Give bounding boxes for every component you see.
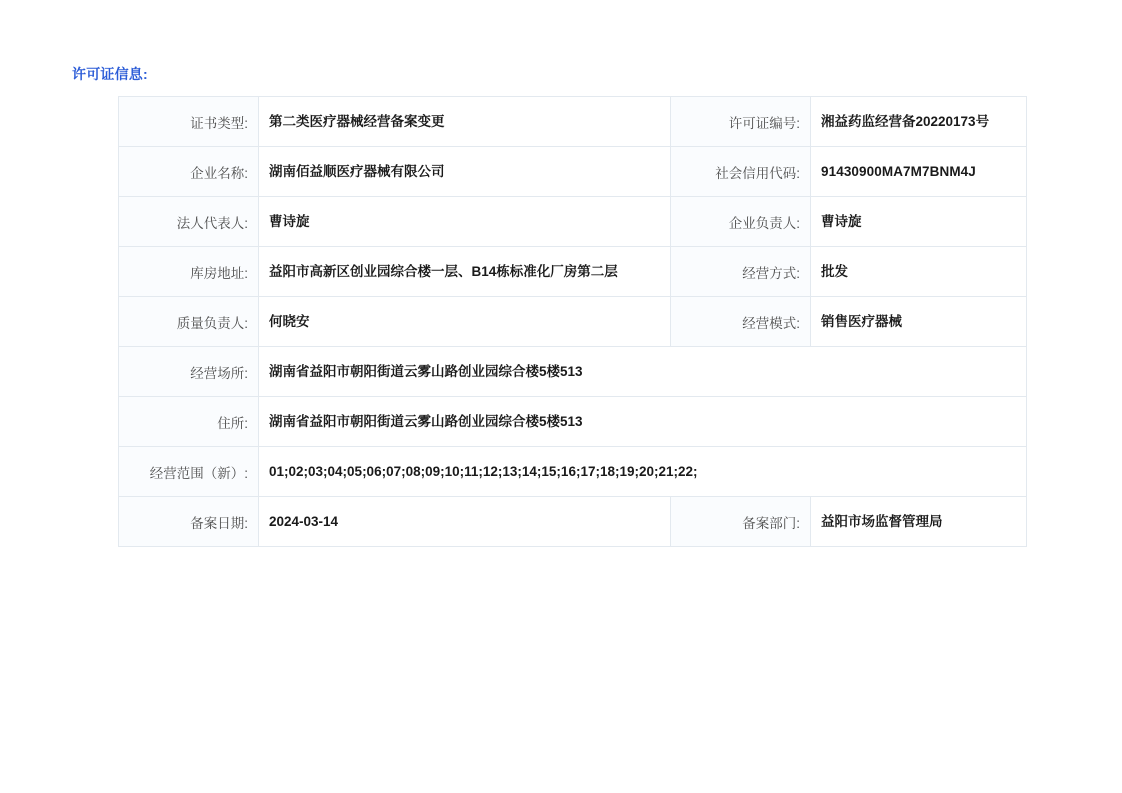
row-label-business-scope: 经营范围（新）: [119,447,259,497]
row-value-warehouse-address: 益阳市高新区创业园综合楼一层、B14栋标准化厂房第二层 [259,247,671,297]
table-row [119,397,1027,447]
row-value-quality-head: 何晓安 [259,297,671,347]
table-row [119,297,1027,347]
license-info-table [118,96,1027,547]
row-value-company-name: 湖南佰益顺医疗器械有限公司 [259,147,671,197]
row-label-cert-type: 证书类型: [119,97,259,147]
row-label-residence: 住所: [119,397,259,447]
row-value-filing-department: 益阳市场监督管理局 [811,497,1027,547]
row-label-credit-code: 社会信用代码: [671,147,811,197]
row-label-company-name: 企业名称: [119,147,259,197]
row-label-warehouse-address: 库房地址: [119,247,259,297]
row-label-business-premises: 经营场所: [119,347,259,397]
row-value-business-premises: 湖南省益阳市朝阳街道云雾山路创业园综合楼5楼513 [259,347,1027,397]
row-label-legal-rep: 法人代表人: [119,197,259,247]
row-value-license-number: 湘益药监经营备20220173号 [811,97,1027,147]
row-label-operation-model: 经营模式: [671,297,811,347]
table-row [119,497,1027,547]
row-label-business-mode: 经营方式: [671,247,811,297]
page-title: 许可证信息: [72,66,148,82]
row-label-license-number: 许可证编号: [671,97,811,147]
row-value-business-scope: 01;02;03;04;05;06;07;08;09;10;11;12;13;14;15;16;17;18;19;20;21;22; [259,447,1027,497]
row-value-filing-date: 2024-03-14 [259,497,671,547]
row-label-quality-head: 质量负责人: [119,297,259,347]
row-label-filing-department: 备案部门: [671,497,811,547]
row-value-enterprise-head: 曹诗旋 [811,197,1027,247]
table-row [119,147,1027,197]
table-row [119,247,1027,297]
table-row [119,347,1027,397]
row-value-business-mode: 批发 [811,247,1027,297]
table-row [119,197,1027,247]
table-row [119,447,1027,497]
row-value-operation-model: 销售医疗器械 [811,297,1027,347]
row-label-enterprise-head: 企业负责人: [671,197,811,247]
row-value-credit-code: 91430900MA7M7BNM4J [811,147,1027,197]
row-label-filing-date: 备案日期: [119,497,259,547]
row-value-residence: 湖南省益阳市朝阳街道云雾山路创业园综合楼5楼513 [259,397,1027,447]
row-value-cert-type: 第二类医疗器械经营备案变更 [259,97,671,147]
table-row [119,97,1027,147]
row-value-legal-rep: 曹诗旋 [259,197,671,247]
